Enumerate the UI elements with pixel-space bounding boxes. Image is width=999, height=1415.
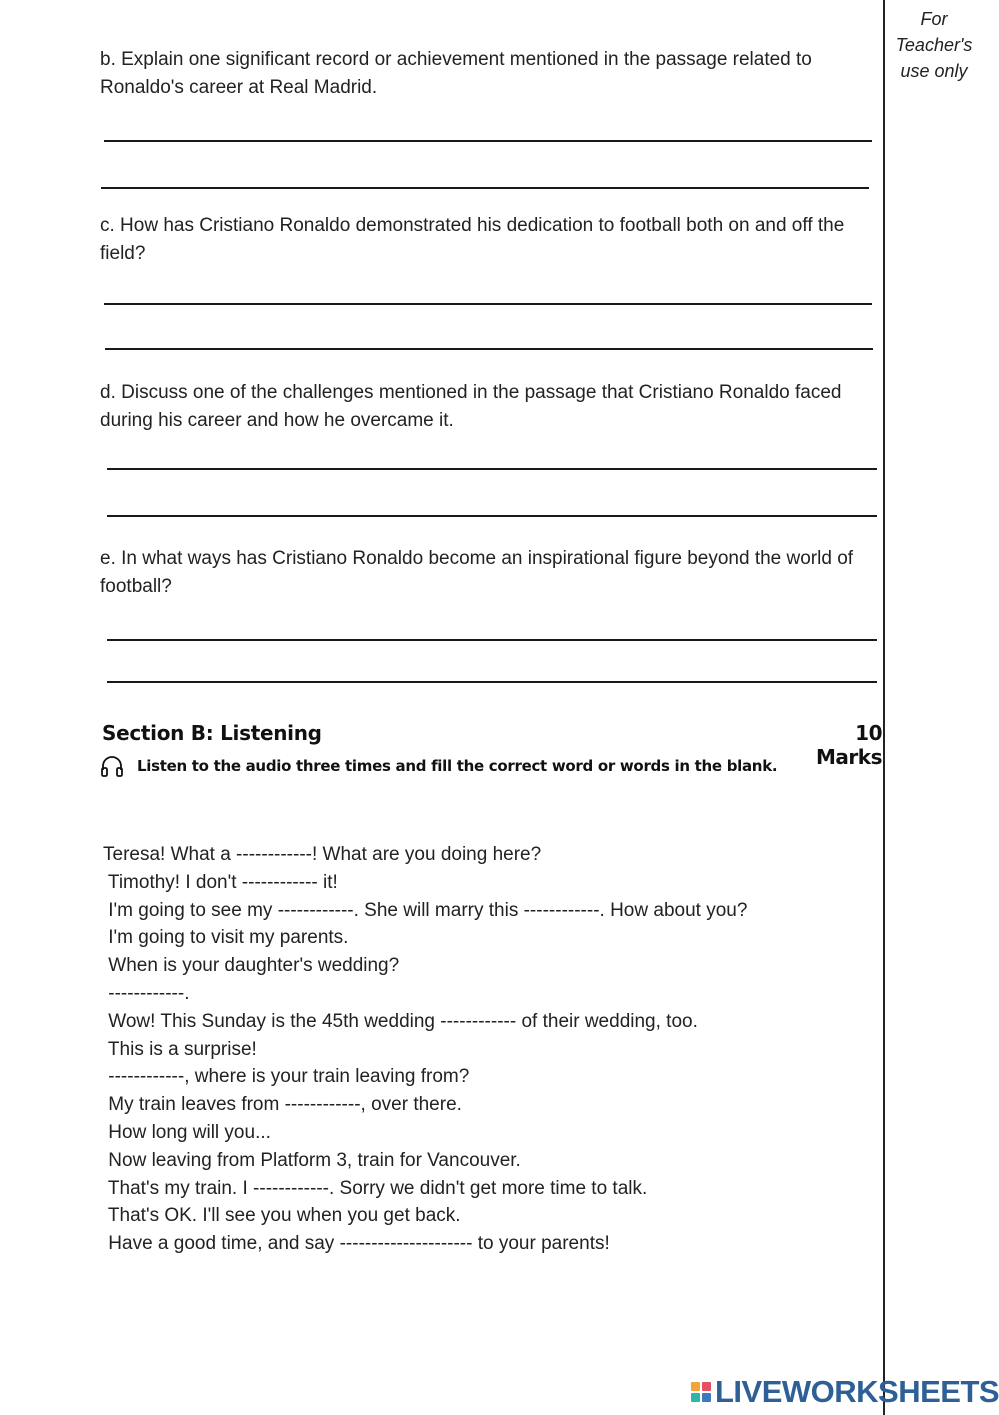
headphones-icon[interactable] <box>100 755 124 777</box>
dialogue-line: Teresa! What a ------------! What are you doing here? <box>103 844 542 865</box>
dialogue-line: That's OK. I'll see you when you get back. <box>103 1205 461 1227</box>
answer-line-e2[interactable] <box>107 681 877 683</box>
answer-line-c1[interactable] <box>104 303 872 305</box>
dialogue-line: ------------, where is your train leaving from? <box>103 1066 470 1088</box>
teacher-note-line: Teacher's <box>895 35 973 55</box>
section-marks: 10 Marks <box>816 721 882 769</box>
teacher-note-line: For <box>920 9 948 29</box>
dialogue-line: I'm going to visit my parents. <box>103 927 349 949</box>
dialogue-line: My train leaves from ------------, over there. <box>103 1094 462 1116</box>
dialogue-line: Wow! This Sunday is the 45th wedding ------------ of their wedding, too. <box>103 1010 698 1032</box>
dialogue-line: When is your daughter's wedding? <box>103 955 400 977</box>
dialogue-line: ------------. <box>103 982 190 1004</box>
brand-name: LIVEWORKSHEETS <box>715 1374 999 1409</box>
dialogue-line: Have a good time, and say --------------------- to your parents! <box>103 1233 610 1255</box>
liveworksheets-logo-icon <box>691 1382 711 1402</box>
dialogue-line: I'm going to see my ------------. She will marry this ------------. How about you? <box>103 899 748 921</box>
liveworksheets-logo[interactable] <box>691 1374 999 1410</box>
teacher-note-line: use only <box>900 61 968 81</box>
answer-line-c2[interactable] <box>105 348 873 350</box>
dialogue-line: How long will you... <box>103 1121 271 1143</box>
answer-line-b2[interactable] <box>101 187 869 189</box>
teacher-margin-line <box>883 0 885 1415</box>
question-c-text: c. How has Cristiano Ronaldo demonstrated his dedication to football both on and off the field? <box>100 215 845 264</box>
question-d-text: d. Discuss one of the challenges mentioned in the passage that Cristiano Ronaldo faced during his career and how he overcame it. <box>100 382 842 431</box>
answer-line-e1[interactable] <box>107 639 877 641</box>
question-e-text: e. In what ways has Cristiano Ronaldo become an inspirational figure beyond the world of football? <box>100 548 854 597</box>
dialogue-line: This is a surprise! <box>103 1038 257 1060</box>
answer-line-b1[interactable] <box>104 140 872 142</box>
dialogue-line: That's my train. I ------------. Sorry we didn't get more time to talk. <box>103 1177 648 1199</box>
teacher-use-note <box>886 6 982 84</box>
answer-line-d1[interactable] <box>107 468 877 470</box>
dialogue-line: Now leaving from Platform 3, train for Vancouver. <box>103 1149 521 1171</box>
instruction-text: Listen to the audio three times and fill the correct word or words in the blank. <box>137 757 778 775</box>
section-title: Section B: Listening <box>102 721 322 745</box>
listening-dialogue <box>103 841 873 1258</box>
listening-instruction <box>100 755 777 777</box>
answer-line-d2[interactable] <box>107 515 877 517</box>
dialogue-line: Timothy! I don't ------------ it! <box>103 871 338 893</box>
question-b-text: b. Explain one significant record or achievement mentioned in the passage related to Ronaldo's career at Real Madrid. <box>100 49 812 98</box>
